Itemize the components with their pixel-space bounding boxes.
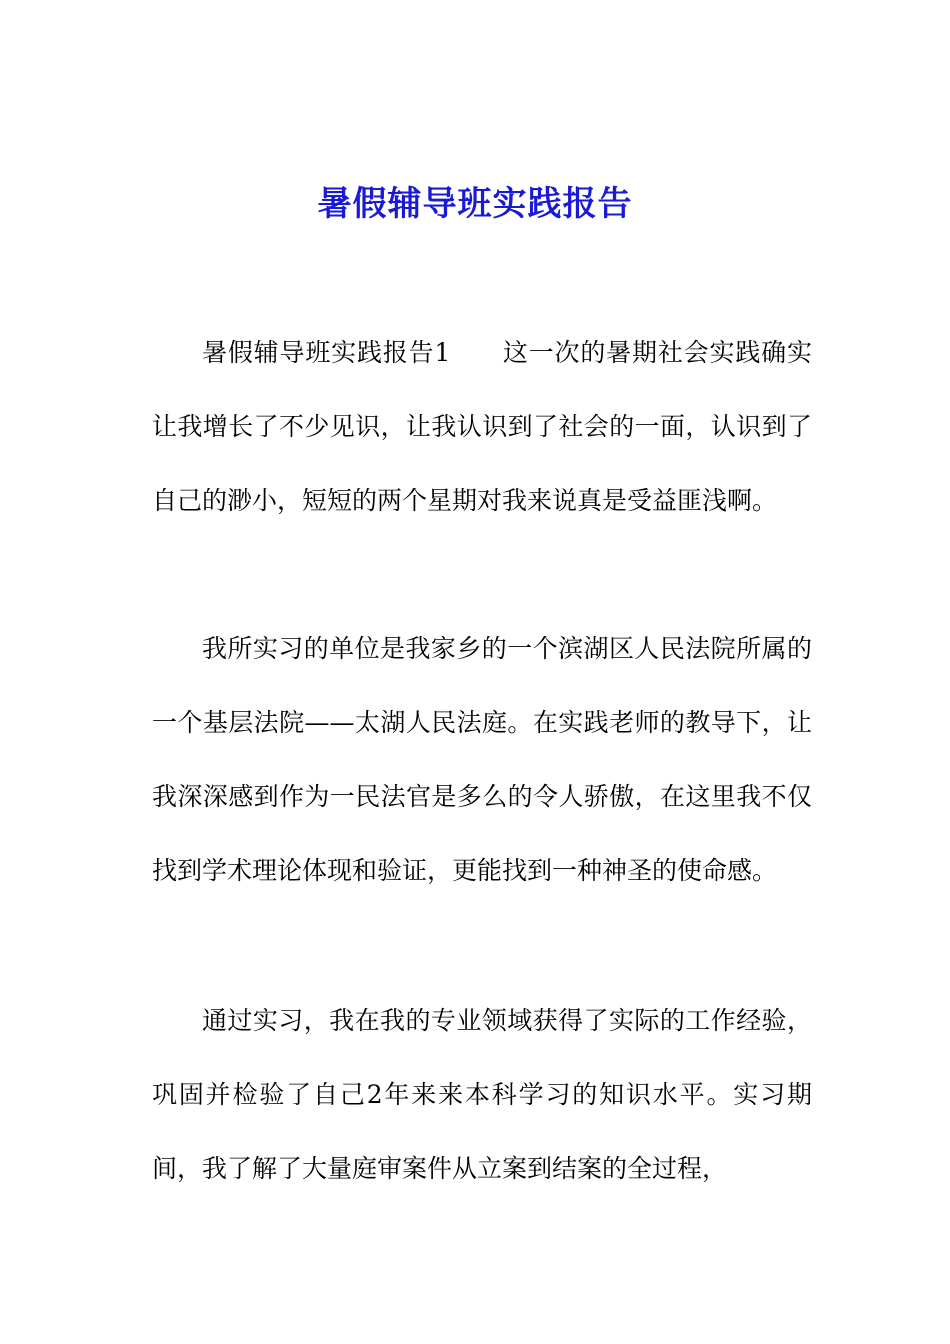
paragraph-1: 暑假辅导班实践报告1 这一次的暑期社会实践确实让我增长了不少见识，让我认识到了社会的一面，认识到了自己的渺小，短短的两个星期对我来说真是受益匪浅啊。 [152, 338, 812, 515]
paragraph-3: 通过实习，我在我的专业领域获得了实际的工作经验，巩固并检验了自己2年来来本科学习的知识水平。实习期间，我了解了大量庭审案件从立案到结案的全过程， [152, 1006, 812, 1183]
paragraph-2: 我所实习的单位是我家乡的一个滨湖区人民法院所属的一个基层法院——太湖人民法庭。在实践老师的教导下，让我深深感到作为一民法官是多么的令人骄傲，在这里我不仅找到学术理论体现和验证，更能找到一种神圣的使命感。 [152, 634, 812, 885]
document-title: 暑假辅导班实践报告 [317, 184, 633, 224]
